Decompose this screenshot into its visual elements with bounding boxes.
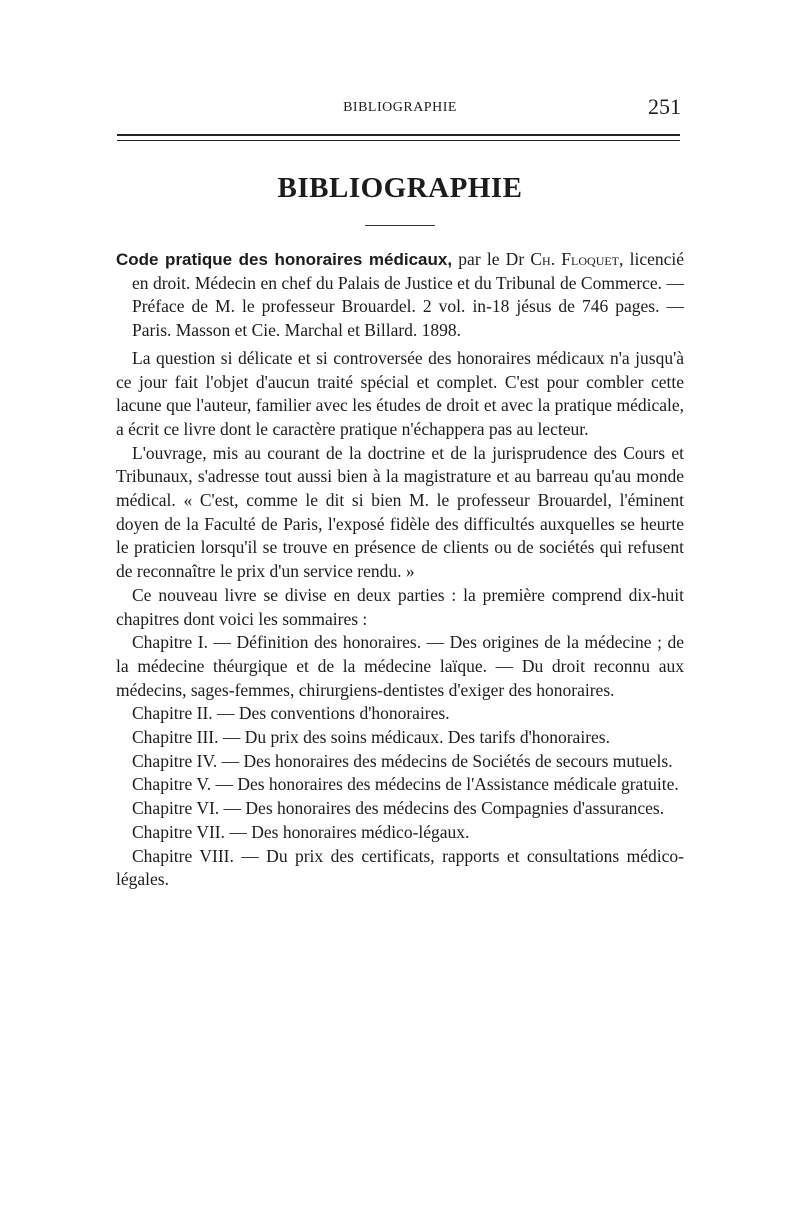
title-divider xyxy=(365,225,435,226)
author-name: Ch. Floquet, xyxy=(530,249,624,269)
running-head xyxy=(0,94,800,124)
book-title: Code pratique des honoraires médicaux, xyxy=(116,250,453,269)
chapter-summary: Chapitre VII. — Des honoraires médico-légaux. xyxy=(132,821,470,842)
chapter-summary: Chapitre V. — Des honoraires des médecins de l'Assistance médicale gratuite. xyxy=(132,774,679,795)
page-number: 251 xyxy=(648,94,681,119)
chapter-summary: Chapitre VIII. — Du prix des certificats, rapports et consultations médico-légales. xyxy=(116,845,684,890)
book-reference xyxy=(116,248,684,343)
page-title: BIBLIOGRAPHIE xyxy=(277,172,523,204)
chapter-summary: Chapitre II. — Des conventions d'honoraires. xyxy=(132,703,450,724)
reference-details: licencié en droit. Médecin en chef du Palais de Justice et du Tribunal de Commerce. — Préface de M. le professeur Brouardel. 2 vol. in-18 jésus de 746 pages. — Paris. Masson et Cie. Marchal et Billard. 1898. xyxy=(132,249,685,341)
header-rule-thick xyxy=(117,134,680,136)
reference-by: par le Dr xyxy=(458,249,525,269)
chapter-summary: Chapitre VI. — Des honoraires des médecins des Compagnies d'assurances. xyxy=(132,798,665,819)
chapter-summary: Chapitre I. — Définition des honoraires. — Des origines de la médecine ; de la médecine théurgique et de la médecine laïque. — Du droit reconnu aux médecins, sages-femmes, chirurgiens-dentistes d'exiger des honoraires. xyxy=(116,632,684,700)
paragraph: L'ouvrage, mis au courant de la doctrine et de la jurisprudence des Cours et Tribunaux, s'adresse tout aussi bien à la magistrature et au barreau qu'au monde médical. « C'est, comme le dit si bien M. le professeur Brouardel, l'éminent doyen de la Faculté de Paris, l'exposé fidèle des difficultés auxquelles se heurte le praticien lorsqu'il se trouve en présence de clients ou de sociétés qui refusent de reconnaître le prix d'un service rendu. » xyxy=(116,442,684,582)
paragraph: Ce nouveau livre se divise en deux parties : la première comprend dix-huit chapitres dont voici les sommaires : xyxy=(116,584,684,629)
paragraph: La question si délicate et si controversée des honoraires médicaux n'a jusqu'à ce jour fait l'objet d'aucun traité spécial et complet. C'est pour combler cette lacune que l'auteur, familier avec les études de droit et avec la pratique médicale, a écrit ce livre dont le caractère pratique n'échappera pas au lecteur. xyxy=(116,347,684,439)
chapter-summary: Chapitre IV. — Des honoraires des médecins de Sociétés de secours mutuels. xyxy=(132,750,673,771)
article-body xyxy=(116,248,684,892)
running-title: BIBLIOGRAPHIE xyxy=(343,100,457,115)
chapter-summary: Chapitre III. — Du prix des soins médicaux. Des tarifs d'honoraires. xyxy=(132,727,610,748)
header-rule-thin xyxy=(117,140,680,141)
